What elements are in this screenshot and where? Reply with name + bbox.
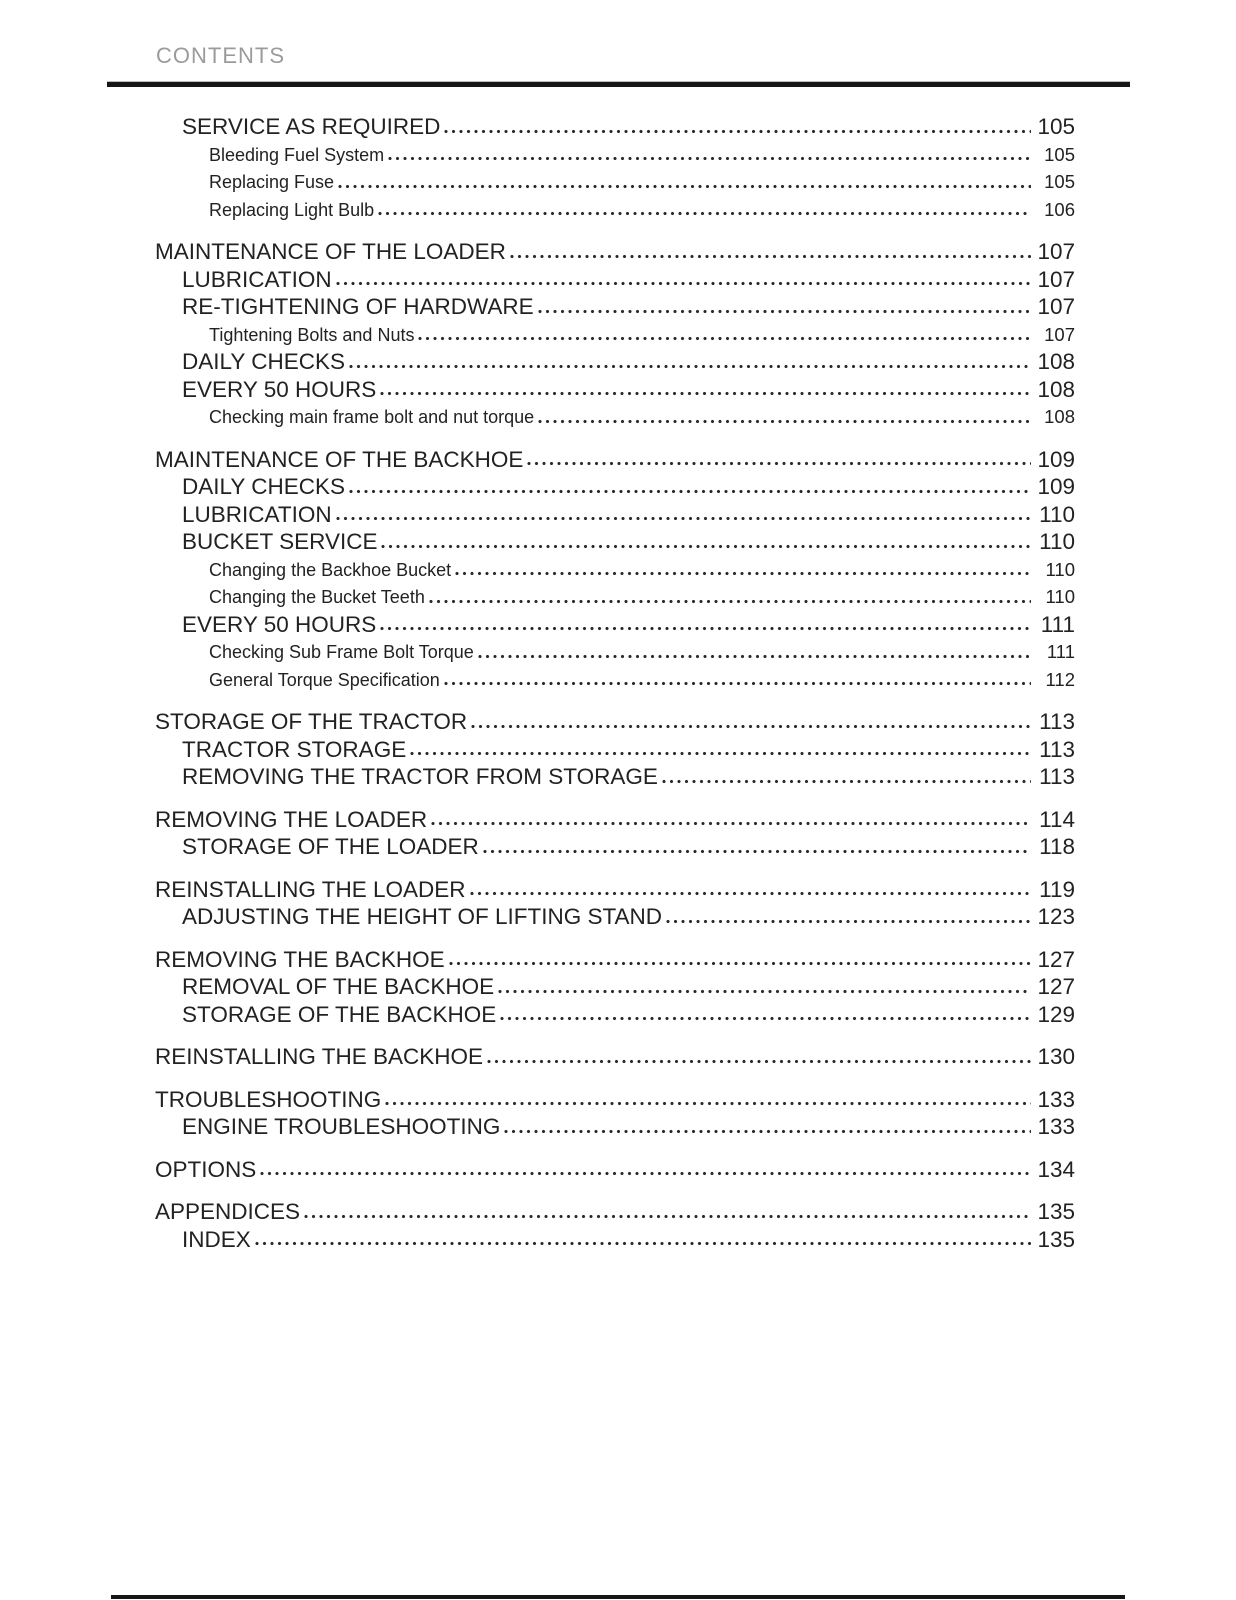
toc-entry <box>155 806 1075 834</box>
dot-leader <box>471 722 1031 731</box>
toc-entry <box>155 1043 1075 1071</box>
toc-page-number: 112 <box>1045 668 1075 690</box>
toc-page-number: 106 <box>1044 198 1075 220</box>
toc-page-number: 107 <box>1037 266 1075 292</box>
toc-page-number: 110 <box>1039 529 1075 554</box>
dot-leader <box>378 209 1031 218</box>
toc-entry-title: STORAGE OF THE BACKHOE <box>182 1001 497 1027</box>
toc-entry <box>182 736 1075 764</box>
toc-page-number: 133 <box>1037 1114 1075 1139</box>
dot-leader <box>380 389 1031 398</box>
toc-page-number: 127 <box>1037 946 1075 972</box>
toc-entry-title: Replacing Light Bulb <box>209 199 375 220</box>
dot-leader <box>662 777 1031 786</box>
toc-page-number: 109 <box>1037 446 1075 472</box>
toc-entry <box>182 501 1075 529</box>
contents-header: CONTENTS <box>156 43 285 68</box>
toc-page-number: 133 <box>1037 1086 1075 1112</box>
toc-entry <box>155 946 1075 974</box>
toc-entry-title: STORAGE OF THE LOADER <box>182 834 479 859</box>
dot-leader <box>444 679 1031 688</box>
toc-entry-title: REMOVING THE TRACTOR FROM STORAGE <box>182 764 658 789</box>
dot-leader <box>487 1057 1031 1066</box>
toc-group <box>155 946 1075 1029</box>
toc-entry-title: ADJUSTING THE HEIGHT OF LIFTING STAND <box>182 904 663 929</box>
toc-entry <box>155 1156 1075 1184</box>
toc-page-number: 111 <box>1046 641 1075 662</box>
toc-entry <box>182 293 1075 321</box>
dot-leader <box>483 847 1031 856</box>
toc-entry-title: LUBRICATION <box>182 501 332 527</box>
toc-entry <box>209 556 1075 584</box>
toc-group <box>155 1198 1075 1253</box>
dot-leader <box>410 749 1031 758</box>
dot-leader <box>470 889 1032 898</box>
dot-leader <box>349 487 1031 496</box>
toc-page-number: 135 <box>1037 1226 1075 1252</box>
dot-leader <box>527 459 1031 468</box>
toc-entry-title: REMOVING THE BACKHOE <box>155 946 445 972</box>
toc-entry <box>209 666 1075 694</box>
toc-entry-title: MAINTENANCE OF THE BACKHOE <box>155 446 524 472</box>
toc-group <box>155 1043 1075 1071</box>
toc-entry-title: LUBRICATION <box>182 266 332 292</box>
toc-entry <box>182 528 1075 556</box>
toc-entry <box>182 1113 1075 1141</box>
dot-leader <box>510 252 1031 261</box>
toc-entry <box>209 403 1075 431</box>
dot-leader <box>336 514 1031 523</box>
toc-entry-title: General Torque Specification <box>209 669 440 690</box>
toc-entry <box>155 1086 1075 1114</box>
toc-page-number: 108 <box>1044 406 1075 427</box>
toc-entry <box>182 833 1075 861</box>
toc-page-number: 105 <box>1044 171 1075 192</box>
toc-entry-title: Changing the Backhoe Bucket <box>209 559 452 580</box>
toc-entry-title: TRACTOR STORAGE <box>182 736 407 762</box>
dot-leader <box>418 334 1031 343</box>
dot-leader <box>504 1127 1031 1136</box>
toc-entry <box>182 376 1075 404</box>
toc-entry <box>155 1198 1075 1226</box>
toc-entry-title: OPTIONS <box>155 1156 257 1182</box>
toc-page-number: 107 <box>1037 239 1075 264</box>
footer-rule <box>111 1595 1125 1599</box>
toc-group <box>155 238 1075 431</box>
dot-leader <box>538 307 1031 316</box>
toc-entry-title: Checking Sub Frame Bolt Torque <box>209 642 474 662</box>
toc-entry-title: Bleeding Fuel System <box>209 144 385 165</box>
toc-entry-title: Changing the Bucket Teeth <box>209 587 425 607</box>
toc-entry-title: EVERY 50 HOURS <box>182 376 377 402</box>
toc-entry <box>209 638 1075 666</box>
toc-page-number: 113 <box>1039 736 1075 762</box>
toc-entry-title: EVERY 50 HOURS <box>182 611 377 637</box>
toc-page-number: 108 <box>1037 349 1075 374</box>
toc-entry <box>209 196 1075 224</box>
toc-page-number: 127 <box>1037 974 1075 999</box>
toc-entry <box>209 141 1075 169</box>
toc-entry-title: TROUBLESHOOTING <box>155 1086 382 1112</box>
toc-page-number: 135 <box>1037 1199 1075 1224</box>
toc-entry <box>209 321 1075 349</box>
toc-entry-title: Checking main frame bolt and nut torque <box>209 407 535 427</box>
dot-leader <box>336 279 1031 288</box>
toc-entry <box>209 583 1075 611</box>
toc-page-number: 113 <box>1039 709 1075 734</box>
dot-leader <box>478 652 1031 661</box>
toc-entry-title: STORAGE OF THE TRACTOR <box>155 709 468 734</box>
dot-leader <box>338 182 1031 191</box>
dot-leader <box>449 959 1031 968</box>
toc-entry-title: SERVICE AS REQUIRED <box>182 114 441 139</box>
toc-group <box>155 806 1075 861</box>
toc-entry <box>182 348 1075 376</box>
toc-page-number: 110 <box>1045 558 1075 580</box>
toc-entry-title: REMOVING THE LOADER <box>155 806 428 832</box>
toc-entry-title: Replacing Fuse <box>209 172 335 192</box>
table-of-contents <box>155 113 1075 1253</box>
dot-leader <box>500 1014 1031 1023</box>
toc-entry-title: RE-TIGHTENING OF HARDWARE <box>182 294 534 319</box>
toc-entry-title: MAINTENANCE OF THE LOADER <box>155 239 506 264</box>
toc-page-number: 118 <box>1039 834 1075 859</box>
toc-entry-title: REMOVAL OF THE BACKHOE <box>182 974 495 999</box>
dot-leader <box>255 1239 1031 1248</box>
toc-entry <box>182 113 1075 141</box>
header-rule <box>107 82 1130 87</box>
toc-page-number: 110 <box>1039 501 1075 527</box>
toc-entry <box>155 238 1075 266</box>
dot-leader <box>260 1169 1031 1178</box>
dot-leader <box>431 819 1031 828</box>
toc-entry <box>182 266 1075 294</box>
dot-leader <box>498 987 1031 996</box>
toc-entry-title: REINSTALLING THE LOADER <box>155 876 466 902</box>
toc-entry <box>155 876 1075 904</box>
dot-leader <box>388 154 1031 163</box>
dot-leader <box>429 597 1031 606</box>
toc-page-number: 129 <box>1037 1001 1075 1027</box>
toc-page-number: 134 <box>1037 1156 1075 1182</box>
toc-entry <box>182 973 1075 1001</box>
toc-page-number: 107 <box>1037 294 1075 319</box>
toc-page-number: 130 <box>1037 1044 1075 1069</box>
toc-entry <box>182 1226 1075 1254</box>
dot-leader <box>380 624 1031 633</box>
dot-leader <box>444 127 1031 136</box>
toc-page-number: 114 <box>1039 806 1075 832</box>
toc-page-number: 123 <box>1037 904 1075 929</box>
toc-entry <box>182 1001 1075 1029</box>
toc-entry <box>182 763 1075 791</box>
toc-entry <box>209 168 1075 196</box>
toc-entry <box>182 473 1075 501</box>
dot-leader <box>666 917 1031 926</box>
toc-entry-title: BUCKET SERVICE <box>182 529 378 554</box>
dot-leader <box>349 362 1031 371</box>
dot-leader <box>381 542 1031 551</box>
toc-entry-title: REINSTALLING THE BACKHOE <box>155 1044 483 1069</box>
toc-page-number: 108 <box>1037 376 1075 402</box>
dot-leader <box>385 1099 1031 1108</box>
toc-page-number: 111 <box>1040 611 1075 637</box>
toc-group <box>155 1156 1075 1184</box>
toc-entry-title: ENGINE TROUBLESHOOTING <box>182 1114 501 1139</box>
toc-group <box>155 876 1075 931</box>
toc-group <box>155 113 1075 223</box>
toc-entry <box>155 446 1075 474</box>
toc-page-number: 110 <box>1045 586 1075 607</box>
toc-group <box>155 446 1075 694</box>
toc-page-number: 105 <box>1037 114 1075 139</box>
toc-entry-title: DAILY CHECKS <box>182 474 345 499</box>
dot-leader <box>455 569 1031 578</box>
toc-page-number: 119 <box>1039 876 1075 902</box>
toc-page-number: 113 <box>1039 764 1075 789</box>
toc-group <box>155 708 1075 791</box>
toc-entry <box>155 708 1075 736</box>
toc-page-number: 109 <box>1037 474 1075 499</box>
toc-page-number: 105 <box>1044 143 1075 165</box>
toc-group <box>155 1086 1075 1141</box>
toc-entry-title: DAILY CHECKS <box>182 349 345 374</box>
toc-entry <box>182 903 1075 931</box>
dot-leader <box>538 417 1031 426</box>
toc-entry-title: INDEX <box>182 1226 251 1252</box>
toc-entry-title: APPENDICES <box>155 1199 301 1224</box>
toc-page-number: 107 <box>1044 323 1075 345</box>
dot-leader <box>304 1212 1031 1221</box>
toc-entry-title: Tightening Bolts and Nuts <box>209 324 415 345</box>
toc-entry <box>182 611 1075 639</box>
